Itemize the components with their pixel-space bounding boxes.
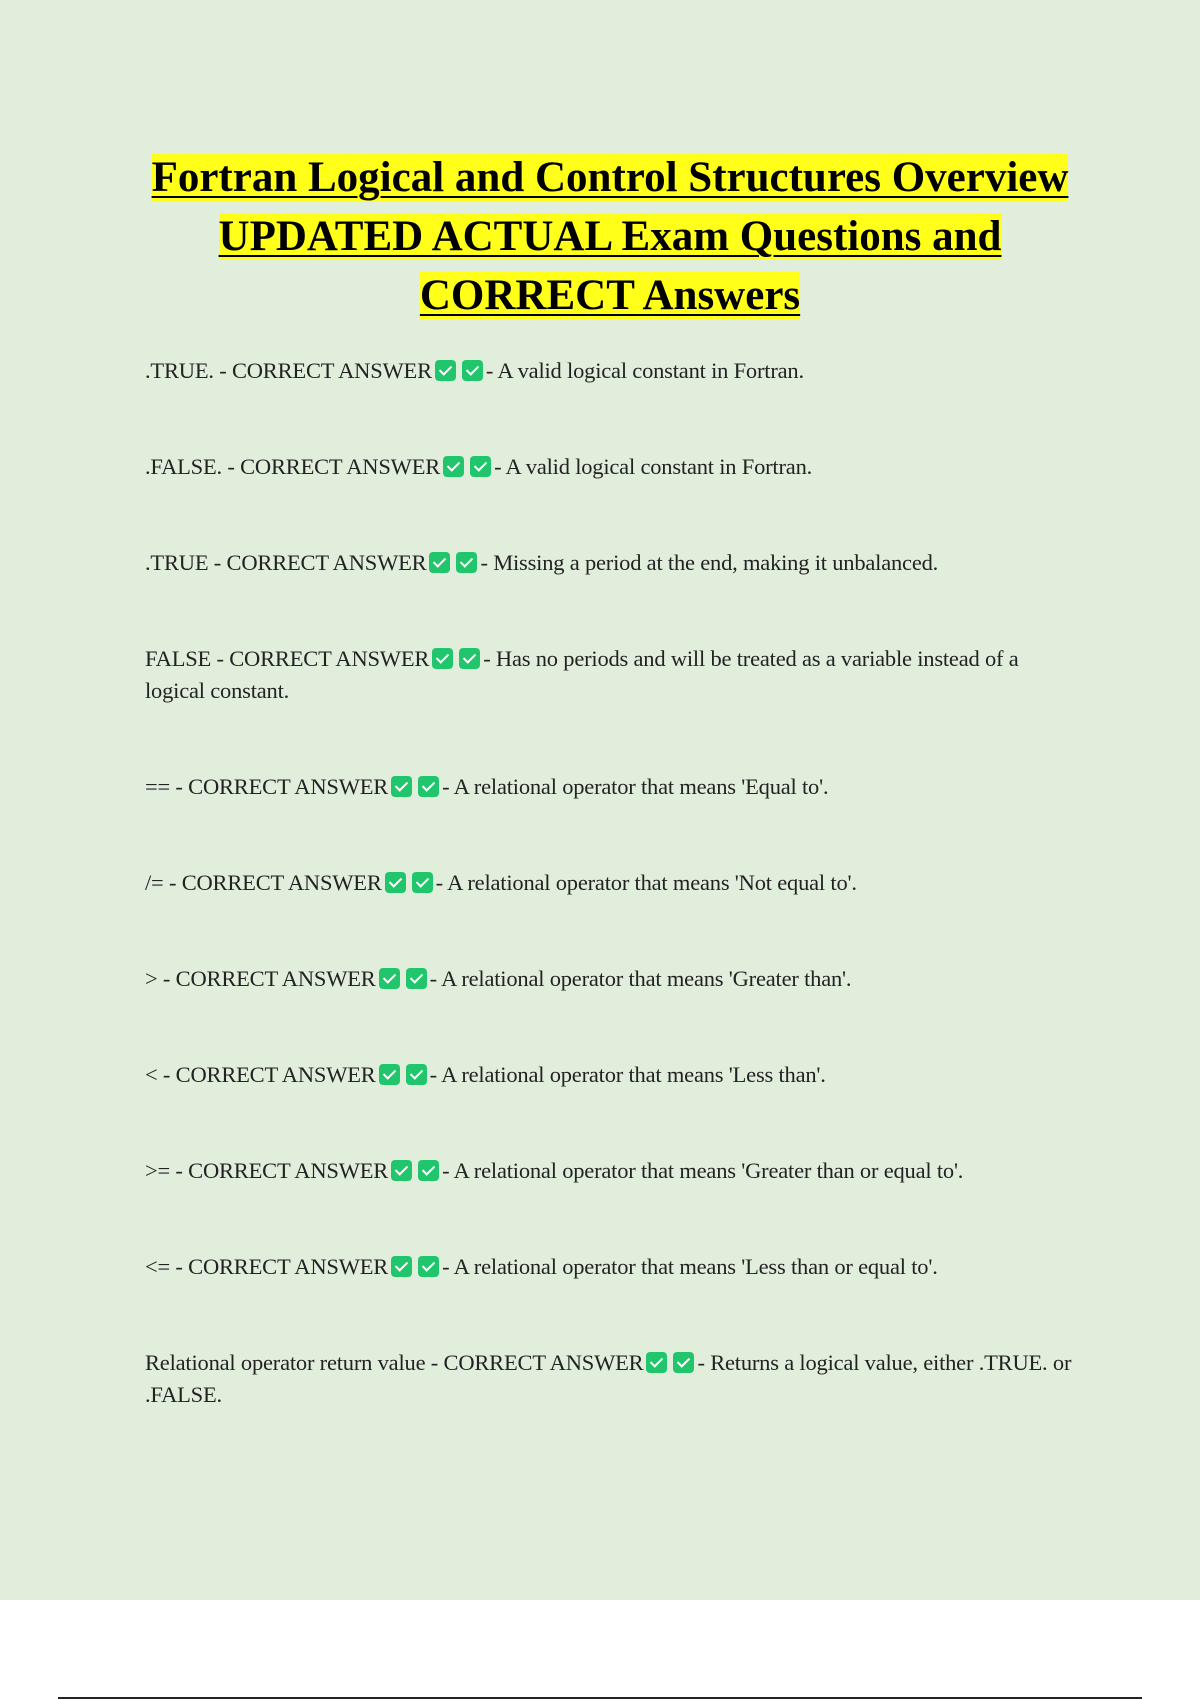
answer-marker: CORRECT ANSWER [175,1062,376,1087]
question-term: Relational operator return value [145,1350,426,1375]
list-item: Relational operator return value - CORRECT ANSWER - Returns a logical value, either .TRUE. or .FALSE. [145,1350,1072,1407]
check-mark-icon [462,360,483,381]
list-item: .FALSE. - CORRECT ANSWER - A valid logical constant in Fortran. [145,454,813,479]
answer-marker: CORRECT ANSWER [188,1254,389,1279]
check-mark-icon [432,648,453,669]
check-mark-icon [418,1160,439,1181]
answer-text: Has no periods and will be treated as a variable instead of a logical constant. [145,646,1019,703]
check-mark-icon [379,968,400,989]
answer-marker: CORRECT ANSWER [226,550,427,575]
list-item: <= - CORRECT ANSWER - A relational operator that means 'Less than or equal to'. [145,1254,938,1279]
answer-marker: CORRECT ANSWER [231,358,432,383]
question-term: <= [145,1254,170,1279]
check-mark-icon [646,1352,667,1373]
list-item: FALSE - CORRECT ANSWER - Has no periods and will be treated as a variable instead of a logical constant. [145,646,1019,703]
list-item: >= - CORRECT ANSWER - A relational operator that means 'Greater than or equal to'. [145,1158,964,1183]
list-item: < - CORRECT ANSWER - A relational operator that means 'Less than'. [145,1062,826,1087]
document-title [145,148,1075,325]
question-term: == [145,774,170,799]
list-item: == - CORRECT ANSWER - A relational operator that means 'Equal to'. [145,774,829,799]
question-term: /= [145,870,164,895]
answer-marker: CORRECT ANSWER [188,1158,389,1183]
answer-text: A relational operator that means 'Greater than or equal to'. [453,1158,964,1183]
answer-text: Missing a period at the end, making it unbalanced. [493,550,939,575]
answer-text: A valid logical constant in Fortran. [505,454,813,479]
check-mark-icon [459,648,480,669]
answer-marker: CORRECT ANSWER [443,1350,644,1375]
answer-text: A relational operator that means 'Greater than'. [441,966,852,991]
qa-list [145,355,1075,1411]
list-item: .TRUE. - CORRECT ANSWER - A valid logical constant in Fortran. [145,358,804,383]
question-term: .TRUE [145,550,209,575]
question-term: .TRUE. [145,358,214,383]
answer-marker: CORRECT ANSWER [181,870,382,895]
answer-text: A valid logical constant in Fortran. [497,358,804,383]
check-mark-icon [406,1064,427,1085]
answer-marker: CORRECT ANSWER [240,454,441,479]
list-item: .TRUE - CORRECT ANSWER - Missing a period at the end, making it unbalanced. [145,550,939,575]
list-item: /= - CORRECT ANSWER - A relational operator that means 'Not equal to'. [145,870,857,895]
answer-text: A relational operator that means 'Not equal to'. [447,870,857,895]
check-mark-icon [418,776,439,797]
check-mark-icon [470,456,491,477]
question-term: .FALSE. [145,454,222,479]
check-mark-icon [391,1160,412,1181]
check-mark-icon [418,1256,439,1277]
check-mark-icon [406,968,427,989]
question-term: FALSE [145,646,212,671]
answer-text: Returns a logical value, either .TRUE. or .FALSE. [145,1350,1072,1407]
check-mark-icon [443,456,464,477]
check-mark-icon [391,1256,412,1277]
check-mark-icon [435,360,456,381]
check-mark-icon [391,776,412,797]
footer-divider [58,1697,1142,1699]
answer-marker: CORRECT ANSWER [188,774,389,799]
document-body [145,148,1075,1475]
check-mark-icon [673,1352,694,1373]
check-mark-icon [385,872,406,893]
check-mark-icon [429,552,450,573]
question-term: < [145,1062,158,1087]
check-mark-icon [379,1064,400,1085]
answer-text: A relational operator that means 'Less than'. [441,1062,826,1087]
list-item: > - CORRECT ANSWER - A relational operator that means 'Greater than'. [145,966,852,991]
answer-text: A relational operator that means 'Equal to'. [453,774,829,799]
answer-text: A relational operator that means 'Less than or equal to'. [453,1254,938,1279]
answer-marker: CORRECT ANSWER [229,646,430,671]
question-term: > [145,966,158,991]
document-title-text: Fortran Logical and Control Structures Overview UPDATED ACTUAL Exam Questions and CORRECT Answers [151,154,1069,319]
question-term: >= [145,1158,170,1183]
check-mark-icon [456,552,477,573]
check-mark-icon [412,872,433,893]
answer-marker: CORRECT ANSWER [175,966,376,991]
